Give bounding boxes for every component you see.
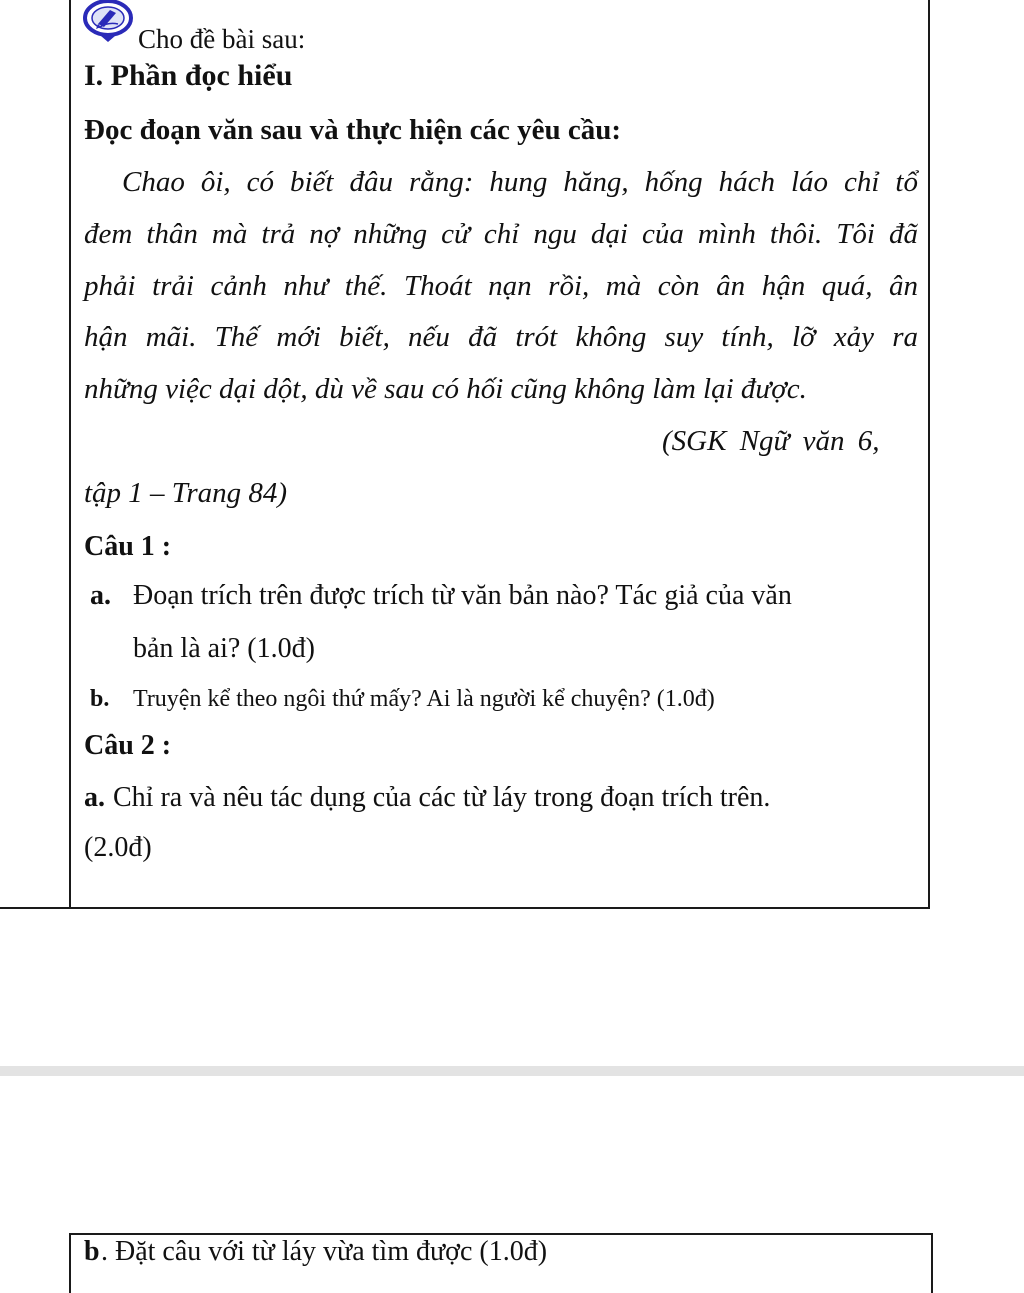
question-2-title: Câu 2 : bbox=[84, 730, 172, 761]
passage-source-line-1: (SGK Ngữ văn 6, bbox=[662, 425, 880, 457]
question-2b-marker: b bbox=[84, 1236, 100, 1267]
table-bottom-rule-left bbox=[0, 907, 71, 909]
question-1-title: Câu 1 : bbox=[84, 531, 172, 562]
passage-line-5: những việc dại dột, dù về sau có hối cũng không làm lại được. bbox=[84, 373, 807, 405]
passage-source-line-2: tập 1 – Trang 84) bbox=[84, 477, 288, 509]
page-divider bbox=[0, 1066, 1024, 1076]
question-2a-marker: a. bbox=[84, 782, 105, 813]
passage-line-2: đem thân mà trả nợ những cử chỉ ngu dại của mình thôi. Tôi đã bbox=[84, 218, 918, 250]
instruction-heading: Đọc đoạn văn sau và thực hiện các yêu cầu: bbox=[84, 114, 622, 146]
question-1b-text: Truyện kể theo ngôi thứ mấy? Ai là người kể chuyện? (1.0đ) bbox=[133, 686, 715, 712]
question-1a-line-2: bản là ai? (1.0đ) bbox=[133, 633, 315, 664]
question-1a-line-1: Đoạn trích trên được trích từ văn bản nào? Tác giả của văn bbox=[133, 580, 792, 611]
passage-line-4: hận mãi. Thế mới biết, nếu đã trót không suy tính, lỡ xảy ra bbox=[84, 321, 918, 353]
question-2b-text: . Đặt câu với từ láy vừa tìm được (1.0đ) bbox=[101, 1236, 548, 1267]
intro-text: Cho đề bài sau: bbox=[138, 24, 306, 54]
question-1a-marker: a. bbox=[90, 580, 111, 611]
question-1b-marker: b. bbox=[90, 686, 110, 712]
passage-line-3: phải trải cảnh như thế. Thoát nạn rồi, mà còn ân hận quá, ân bbox=[84, 270, 918, 302]
pen-in-circle-icon bbox=[80, 0, 136, 44]
section-title: I. Phần đọc hiểu bbox=[84, 59, 293, 92]
passage-line-1: Chao ôi, có biết đâu rằng: hung hăng, hống hách láo chỉ tổ bbox=[122, 166, 918, 198]
question-2a-line-1: Chỉ ra và nêu tác dụng của các từ láy trong đoạn trích trên. bbox=[113, 782, 771, 813]
question-2a-line-2: (2.0đ) bbox=[84, 832, 152, 863]
